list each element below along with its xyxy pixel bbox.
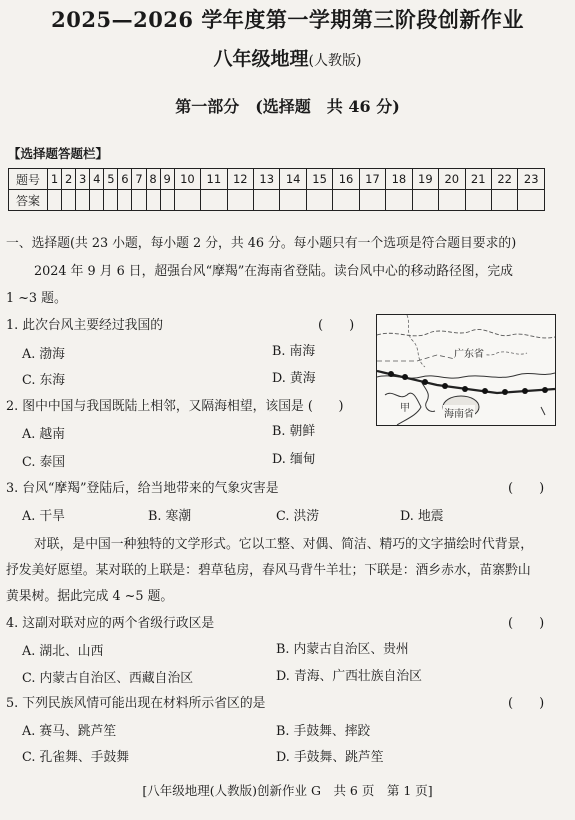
option: D. 黄海: [272, 371, 316, 386]
qnum-cell: 13: [254, 169, 280, 190]
answer-cell[interactable]: [62, 190, 76, 211]
path-point: [442, 383, 448, 389]
answer-cell[interactable]: [48, 190, 62, 211]
qnum-cell: 22: [491, 169, 517, 190]
option: D. 青海、广西壮族自治区: [276, 669, 422, 684]
qnum-cell: 4: [90, 169, 104, 190]
option: A. 湖北、山西: [22, 644, 104, 659]
answer-cell[interactable]: [76, 190, 90, 211]
qnum-cell: 5: [104, 169, 118, 190]
qnum-cell: 10: [174, 169, 200, 190]
answer-cell[interactable]: [174, 190, 200, 211]
qnum-cell: 23: [518, 169, 545, 190]
qnum-cell: 12: [227, 169, 253, 190]
qnum-cell: 11: [201, 169, 227, 190]
question-1-stem: 1. 此次台风主要经过我国的: [6, 318, 164, 333]
answer-cell[interactable]: [386, 190, 412, 211]
document-subtitle: [0, 44, 575, 71]
map-label-hainan: 海南省: [443, 405, 475, 420]
answer-cell[interactable]: [90, 190, 104, 211]
question-number-row: [9, 169, 545, 190]
qnum-cell: 16: [333, 169, 359, 190]
option: A. 干旱: [22, 509, 65, 524]
option: B. 手鼓舞、摔跤: [276, 724, 371, 739]
part-heading: 第一部分 (选择题 共 46 分): [175, 97, 400, 116]
row-label-answer: 答案: [9, 190, 48, 211]
document-title: 2025—2026 学年度第一学期第三阶段创新作业: [51, 7, 524, 32]
path-point: [422, 379, 428, 385]
answer-cell[interactable]: [160, 190, 174, 211]
subject-name: 八年级地理: [213, 48, 309, 70]
option: C. 洪涝: [276, 509, 320, 524]
path-point: [522, 388, 528, 394]
option: C. 孔雀舞、手鼓舞: [22, 750, 130, 765]
option: D. 地震: [400, 509, 444, 524]
qnum-cell: 20: [439, 169, 465, 190]
qnum-cell: 18: [386, 169, 412, 190]
answer-sheet-heading: 【选择题答题栏】: [8, 146, 109, 161]
qnum-cell: 6: [118, 169, 132, 190]
qnum-cell: 14: [280, 169, 306, 190]
option: B. 朝鲜: [272, 424, 316, 439]
answer-cell[interactable]: [465, 190, 491, 211]
option: C. 内蒙古自治区、西藏自治区: [22, 671, 194, 686]
option: C. 泰国: [22, 455, 66, 470]
answer-cell[interactable]: [132, 190, 146, 211]
intro-line: 对联，是中国一种独特的文学形式。它以工整、对偶、简洁、精巧的文字描绘时代背景，: [34, 537, 534, 552]
option: B. 寒潮: [148, 509, 192, 524]
option: B. 内蒙古自治区、贵州: [276, 642, 409, 657]
qnum-cell: 2: [62, 169, 76, 190]
qnum-cell: 17: [359, 169, 385, 190]
path-point: [388, 371, 394, 377]
option: D. 手鼓舞、跳芦笙: [276, 750, 384, 765]
option: D. 缅甸: [272, 452, 316, 467]
qnum-cell: 9: [160, 169, 174, 190]
answer-row: [9, 190, 545, 211]
option: A. 渤海: [22, 347, 65, 362]
section-heading: 一、选择题(共 23 小题，每小题 2 分，共 46 分。每小题只有一个选项是符合题目要求的): [6, 236, 517, 251]
answer-cell[interactable]: [439, 190, 465, 211]
answer-cell[interactable]: [306, 190, 332, 211]
question-5-stem: 5. 下列民族风情可能出现在材料所示省区的是: [6, 696, 266, 711]
map-label-jia: 甲: [399, 399, 411, 414]
answer-paren: ( ): [508, 616, 545, 631]
question-2-stem: 2. 图中中国与我国既陆上相邻，又隔海相望，该国是 ( ): [6, 399, 344, 414]
answer-paren: ( ): [318, 318, 355, 333]
edition-label: (人教版): [308, 53, 362, 69]
qnum-cell: 7: [132, 169, 146, 190]
row-label-number: 题号: [9, 169, 48, 190]
answer-cell[interactable]: [104, 190, 118, 211]
map-label-guangdong: 广东省: [453, 345, 485, 360]
option: B. 南海: [272, 344, 316, 359]
intro-line: 2024 年 9 月 6 日，超强台风“摩羯”在海南省登陆。读台风中心的移动路径图，完成: [34, 264, 513, 279]
qnum-cell: 3: [76, 169, 90, 190]
answer-cell[interactable]: [412, 190, 438, 211]
answer-cell[interactable]: [146, 190, 160, 211]
answer-paren: ( ): [508, 481, 545, 496]
qnum-cell: 1: [48, 169, 62, 190]
answer-paren: ( ): [508, 696, 545, 711]
option: A. 越南: [22, 427, 65, 442]
answer-cell[interactable]: [280, 190, 306, 211]
answer-cell[interactable]: [254, 190, 280, 211]
qnum-cell: 8: [146, 169, 160, 190]
qnum-cell: 21: [465, 169, 491, 190]
qnum-cell: 15: [306, 169, 332, 190]
option: C. 东海: [22, 373, 66, 388]
answer-cell[interactable]: [227, 190, 253, 211]
answer-cell[interactable]: [491, 190, 517, 211]
path-point: [482, 388, 488, 394]
page-footer: [八年级地理(人教版)创新作业 G 共 6 页 第 1 页]: [142, 783, 433, 798]
intro-line: 黄果树。据此完成 4 ~5 题。: [6, 589, 174, 604]
path-point: [502, 389, 508, 395]
answer-cell[interactable]: [518, 190, 545, 211]
answer-cell[interactable]: [333, 190, 359, 211]
answer-sheet-table: [8, 168, 545, 211]
path-point: [542, 387, 548, 393]
answer-cell[interactable]: [201, 190, 227, 211]
typhoon-path-map: [376, 314, 556, 426]
question-3-stem: 3. 台风“摩羯”登陆后，给当地带来的气象灾害是: [6, 481, 279, 496]
answer-cell[interactable]: [359, 190, 385, 211]
path-point: [402, 374, 408, 380]
qnum-cell: 19: [412, 169, 438, 190]
option: A. 赛马、跳芦笙: [22, 724, 117, 739]
path-point: [462, 386, 468, 392]
intro-line: 1 ~3 题。: [6, 291, 67, 306]
answer-cell[interactable]: [118, 190, 132, 211]
intro-line: 抒发美好愿望。某对联的上联是：碧草毡房，春风马背牛羊壮；下联是：酒乡赤水，苗寨黔山: [6, 563, 531, 578]
question-4-stem: 4. 这副对联对应的两个省级行政区是: [6, 616, 215, 631]
